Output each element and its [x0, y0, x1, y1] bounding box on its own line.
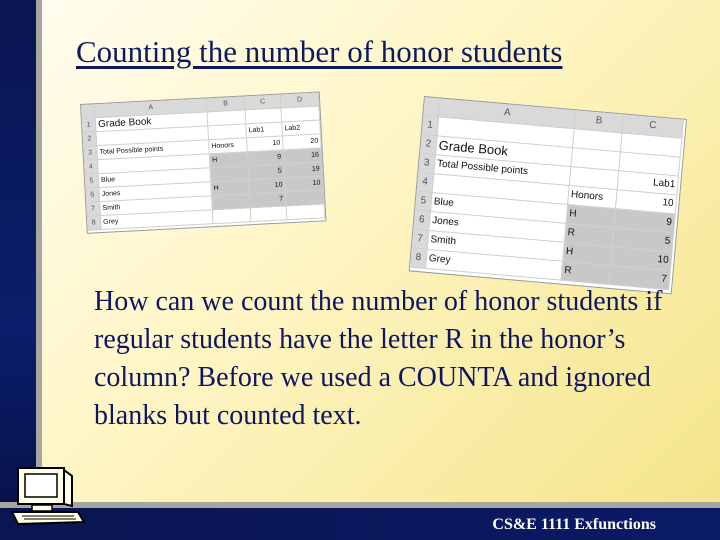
- left-accent-stripe: [36, 0, 42, 540]
- cell: 10: [611, 247, 672, 271]
- header-cell: C: [245, 94, 282, 110]
- sheet-grid: [81, 92, 325, 232]
- cell: 5: [613, 228, 674, 252]
- cell: Blue: [431, 193, 568, 224]
- cell: H: [563, 243, 612, 266]
- row-number: 1: [422, 116, 440, 136]
- cell: [213, 208, 252, 224]
- cell: H: [566, 205, 615, 228]
- cell: Total Possible points: [434, 155, 571, 186]
- cell: H: [211, 180, 250, 196]
- sheet-grid: [410, 97, 686, 293]
- cell: Grey: [101, 210, 214, 230]
- row-number: 5: [85, 174, 100, 189]
- cell: Lab1: [618, 171, 679, 195]
- header-cell: B: [207, 96, 246, 112]
- cell: 20: [283, 134, 322, 150]
- row-number: 2: [83, 132, 98, 147]
- cell: 10: [285, 176, 324, 192]
- cell: 9: [614, 209, 675, 233]
- row-number: 6: [413, 211, 431, 231]
- spreadsheet-snapshot-small: [80, 91, 326, 233]
- footer-label: CS&E 1111 Exfunctions: [492, 516, 656, 533]
- row-number: 3: [83, 146, 98, 161]
- cell: Grade Book: [96, 112, 209, 132]
- cell: 10: [616, 190, 677, 214]
- cell: Grey: [426, 250, 563, 281]
- cell: 10: [249, 178, 286, 194]
- row-number: 8: [410, 249, 428, 269]
- cell: [251, 206, 288, 222]
- row-number: 3: [418, 154, 436, 174]
- header-cell: [423, 97, 441, 117]
- header-cell: A: [95, 98, 208, 118]
- row-number: 7: [412, 230, 430, 250]
- cell: Jones: [429, 212, 566, 243]
- cell: R: [565, 224, 614, 247]
- cell: H: [210, 152, 249, 168]
- header-cell: [81, 104, 96, 119]
- cell: Honors: [568, 186, 617, 209]
- cell: Smith: [428, 231, 565, 262]
- cell: Lab2: [282, 120, 321, 136]
- header-cell: C: [622, 115, 683, 139]
- cell: Lab1: [246, 122, 283, 138]
- header-cell: B: [575, 110, 624, 133]
- spreadsheet-snapshot-large: [409, 96, 687, 294]
- header-cell: D: [281, 92, 320, 108]
- row-number: 4: [84, 160, 99, 175]
- row-number: 5: [415, 192, 433, 212]
- cell: Honors: [209, 138, 248, 154]
- cell: 5: [248, 164, 285, 180]
- cell: 7: [250, 192, 287, 208]
- row-number: 6: [85, 188, 100, 203]
- cell: Jones: [99, 182, 212, 202]
- cell: Smith: [100, 196, 213, 216]
- slide-title: Counting the number of honor students: [76, 34, 563, 69]
- cell: 10: [247, 136, 284, 152]
- cell: Blue: [99, 168, 212, 188]
- row-number: 1: [82, 118, 97, 133]
- row-number: 4: [417, 173, 435, 193]
- body-text: How can we count the number of honor students if regular students have the letter R in the honor’s column? Before we used a COUNTA and ignored blanks but counted text.: [94, 286, 663, 431]
- header-cell: A: [439, 98, 576, 129]
- cell: [287, 204, 326, 220]
- cell: Total Possible points: [97, 140, 210, 160]
- cell: 7: [609, 266, 670, 290]
- row-number: 7: [86, 202, 101, 217]
- cell: 16: [284, 148, 323, 164]
- row-number: 8: [87, 216, 102, 231]
- cell: Grade Book: [436, 136, 573, 167]
- computer-clipart-icon: [8, 466, 86, 528]
- cell: R: [561, 262, 610, 285]
- cell: 9: [248, 150, 285, 166]
- row-number: 2: [420, 135, 438, 155]
- left-accent-bar: [0, 0, 36, 540]
- cell: 19: [284, 162, 323, 178]
